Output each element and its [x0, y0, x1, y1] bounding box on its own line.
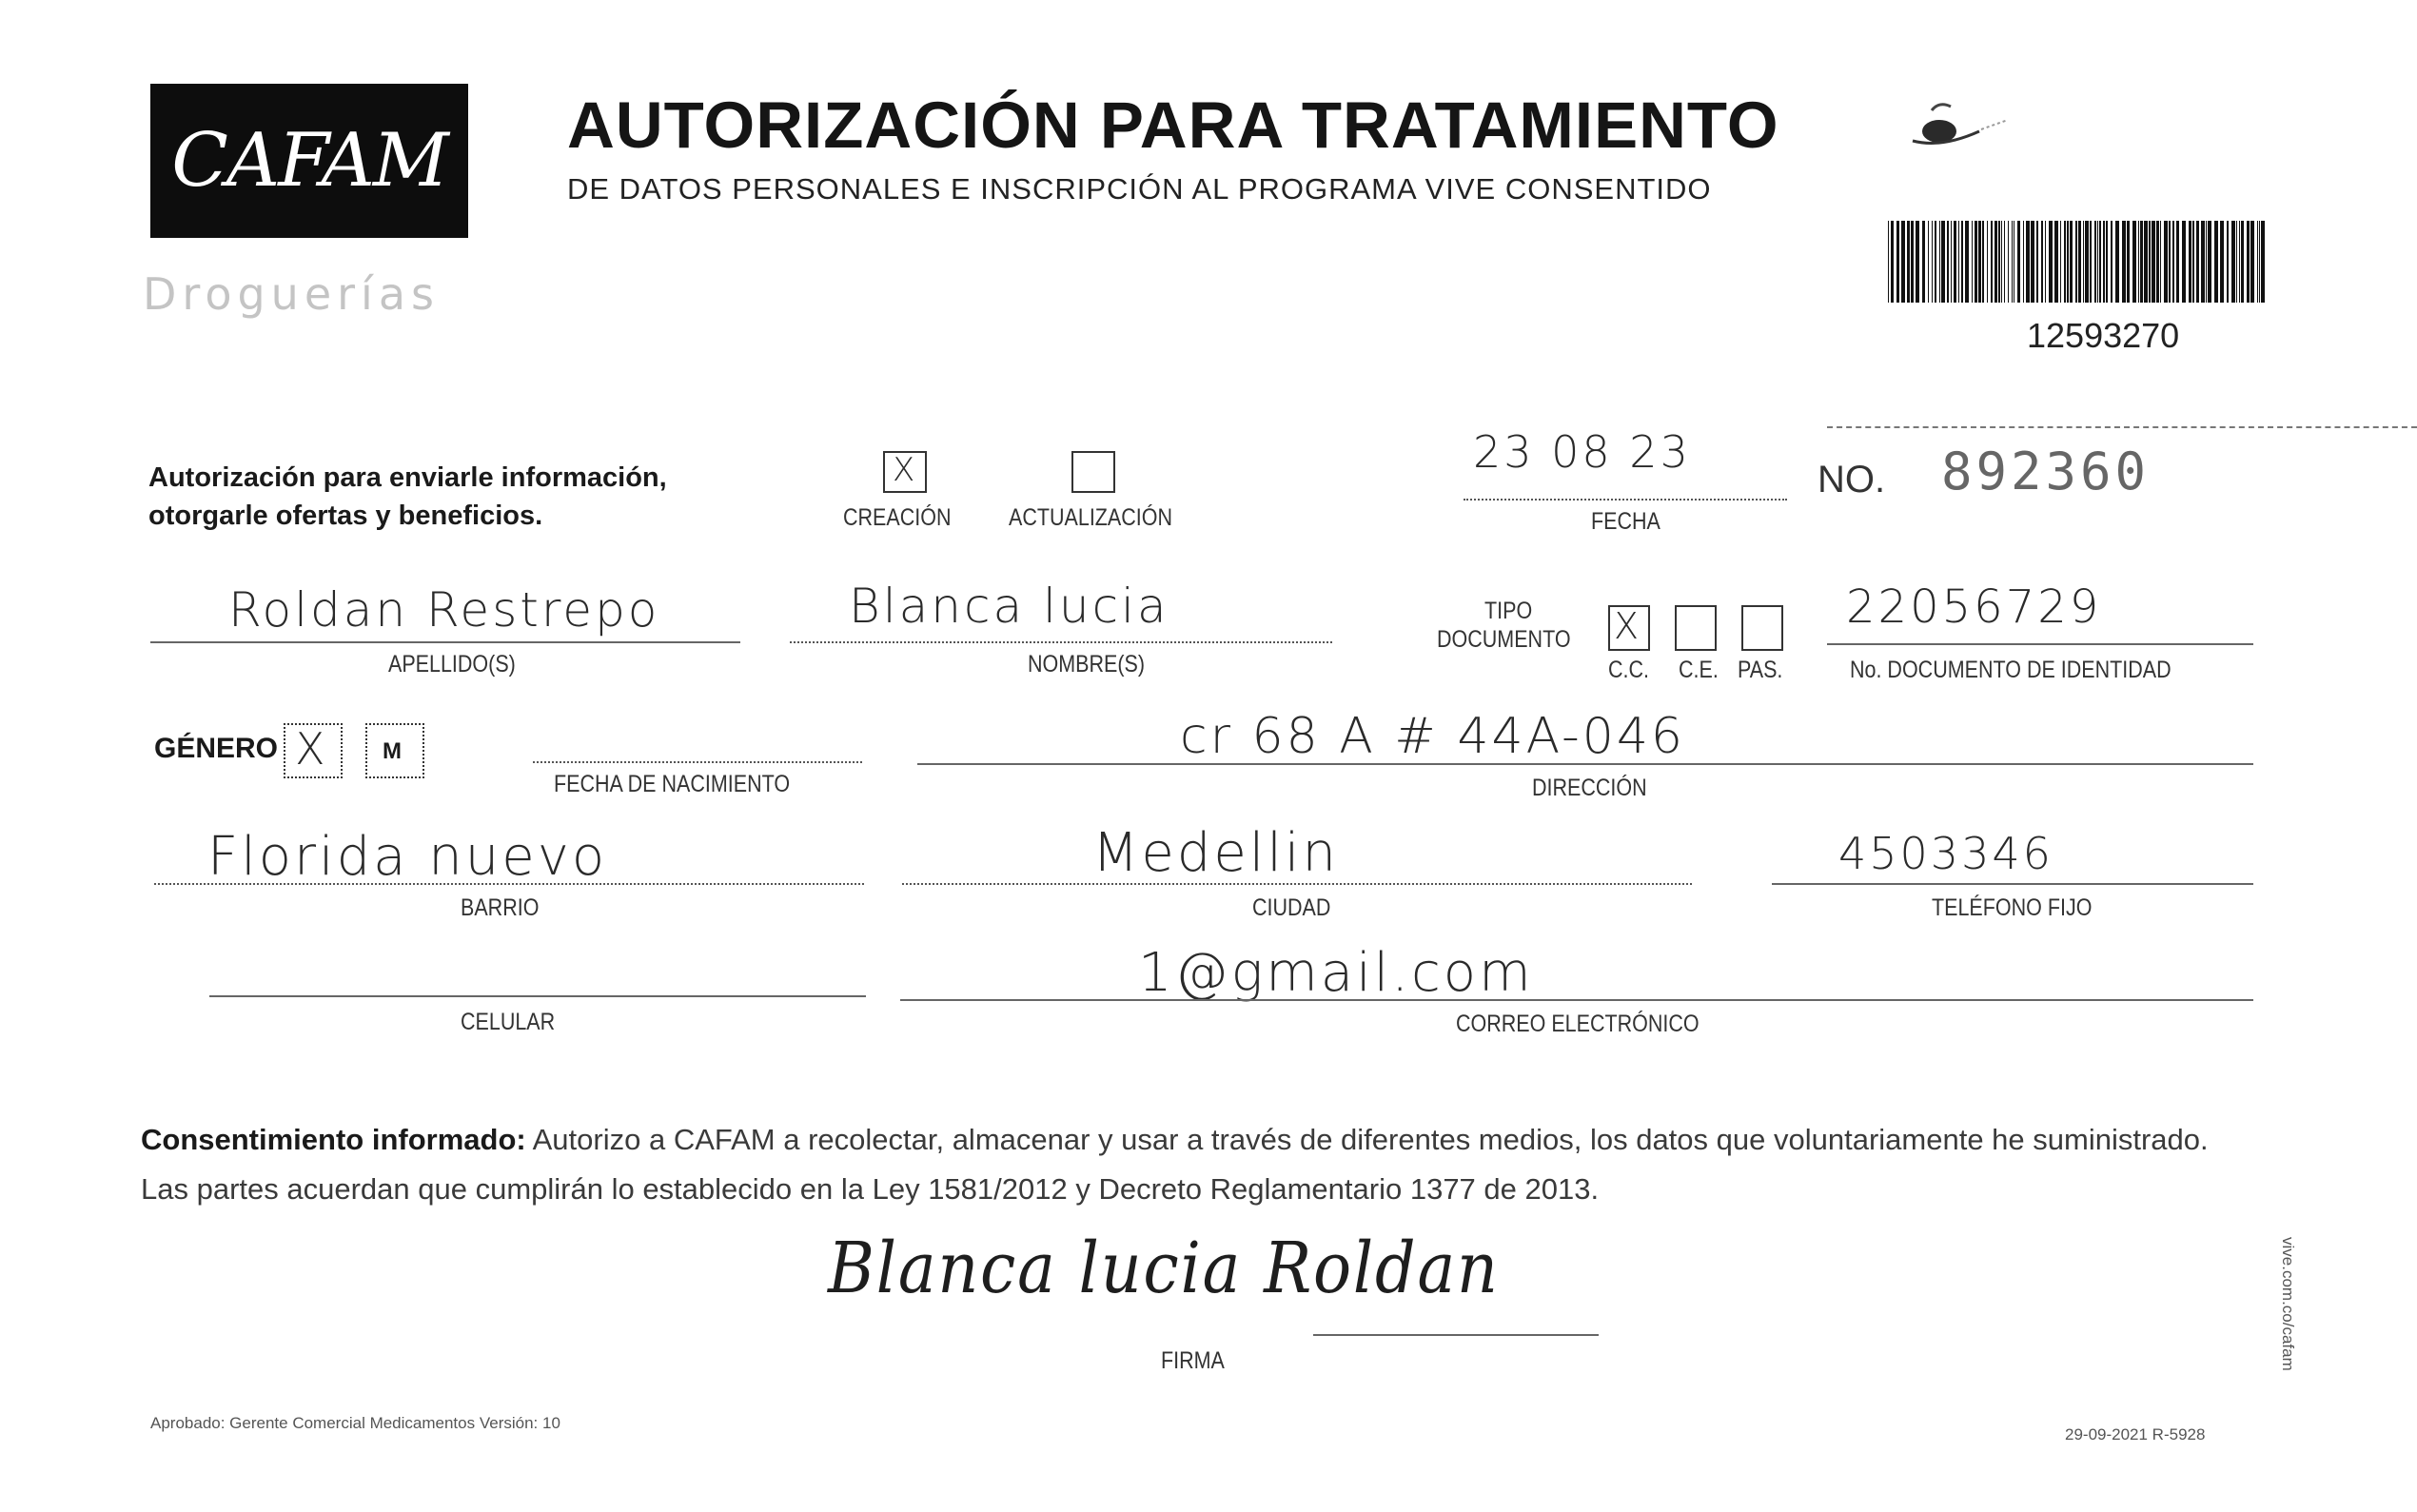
ciudad-label: CIUDAD [1252, 894, 1331, 921]
genero-m-label: M [383, 738, 402, 764]
creacion-checkbox[interactable] [883, 451, 927, 493]
creacion-label: CREACIÓN [843, 504, 952, 531]
ce-checkbox[interactable] [1675, 605, 1717, 651]
actualizacion-label: ACTUALIZACIÓN [1009, 504, 1173, 531]
ciudad-value[interactable]: Medellin [1092, 822, 1339, 884]
direccion-line [917, 763, 2253, 765]
logo-subtext: Droguerías [143, 268, 440, 320]
footer-approved: Aprobado: Gerente Comercial Medicamentos Versión: 10 [150, 1414, 560, 1432]
genero-m-checkbox[interactable] [365, 723, 424, 778]
correo-value[interactable]: 1@gmail.com [1138, 942, 1534, 1004]
genero-f-mark: X [295, 723, 328, 775]
footer-side-text: vive.com.co/cafam [2279, 1237, 2297, 1371]
telefono-line [1772, 883, 2253, 885]
fecha-nacimiento-label: FECHA DE NACIMIENTO [554, 771, 791, 797]
nombres-line [790, 641, 1332, 643]
logo-text: CAFAM [171, 118, 447, 204]
divider [1827, 426, 2417, 428]
firma-line [1313, 1334, 1599, 1336]
firma-label: FIRMA [1161, 1347, 1225, 1374]
footer-date-code: 29-09-2021 R-5928 [2065, 1425, 2206, 1443]
direccion-label: DIRECCIÓN [1532, 775, 1647, 801]
telefono-value[interactable]: 4503346 [1838, 828, 2053, 879]
barrio-line [154, 883, 864, 885]
stamp-mark-icon [1894, 82, 2017, 158]
apellidos-label: APELLIDO(S) [388, 651, 516, 677]
ciudad-line [902, 883, 1692, 885]
celular-line [209, 995, 866, 997]
cc-checkbox[interactable] [1608, 605, 1650, 651]
nombres-value[interactable]: Blanca lucia [849, 579, 1169, 634]
actualizacion-checkbox[interactable] [1071, 451, 1115, 493]
documento-value[interactable]: 22056729 [1846, 580, 2102, 634]
barcode-number: 12593270 [2027, 316, 2180, 355]
cc-mark: X [1614, 605, 1642, 647]
correo-line [900, 999, 2253, 1001]
cc-label: C.C. [1608, 657, 1649, 683]
fecha-label: FECHA [1591, 508, 1660, 535]
fecha-nacimiento-line [533, 761, 862, 763]
apellidos-line [150, 641, 740, 643]
form-number: 892360 [1941, 442, 2151, 501]
barcode [1886, 221, 2267, 303]
telefono-label: TELÉFONO FIJO [1932, 894, 2093, 921]
barrio-value[interactable]: Florida nuevo [207, 826, 608, 888]
intro-text [148, 459, 667, 535]
fecha-line [1464, 499, 1787, 501]
tipo-documento-label-1: TIPO [1484, 598, 1533, 624]
ce-label: C.E. [1679, 657, 1719, 683]
nombres-label: NOMBRE(S) [1028, 651, 1146, 677]
intro-line-1: Autorización para enviarle información, [148, 462, 667, 493]
barrio-label: BARRIO [461, 894, 540, 921]
consent-paragraph [141, 1115, 2263, 1214]
celular-label: CELULAR [461, 1009, 556, 1035]
direccion-value[interactable]: cr 68 A # 44A-046 [1180, 708, 1686, 765]
tipo-documento-label-2: DOCUMENTO [1437, 626, 1571, 653]
document-subtitle: DE DATOS PERSONALES E INSCRIPCIÓN AL PROGRAMA VIVE CONSENTIDO [567, 172, 1712, 206]
creacion-mark: X [893, 451, 918, 489]
cafam-logo [150, 84, 468, 238]
document-title: AUTORIZACIÓN PARA TRATAMIENTO [567, 88, 1779, 162]
documento-line [1827, 643, 2253, 645]
apellidos-value[interactable]: Roldan Restrepo [228, 582, 660, 638]
footer-side-text-box [2280, 1237, 2299, 1437]
form-number-prefix: NO. [1818, 459, 1886, 501]
fecha-value[interactable]: 23 08 23 [1473, 426, 1691, 478]
signature: Blanca lucia Roldan [828, 1227, 1500, 1309]
pas-label: PAS. [1738, 657, 1783, 683]
correo-label: CORREO ELECTRÓNICO [1456, 1011, 1700, 1037]
genero-label: GÉNERO [154, 733, 279, 764]
intro-line-2: otorgarle ofertas y beneficios. [148, 501, 543, 531]
documento-label: No. DOCUMENTO DE IDENTIDAD [1850, 657, 2171, 683]
pas-checkbox[interactable] [1741, 605, 1783, 651]
consent-heading: Consentimiento informado: [141, 1123, 526, 1156]
consent-text: Autorizo a CAFAM a recolectar, almacenar y usar a través de diferentes medios, los datos que voluntariamente he suministrado. Las partes acuerdan que cumplirán lo establecido en la Ley 1581/2012 y Decreto Reglamentario 1377 de 2013. [141, 1123, 2209, 1206]
genero-f-checkbox[interactable] [284, 723, 343, 778]
